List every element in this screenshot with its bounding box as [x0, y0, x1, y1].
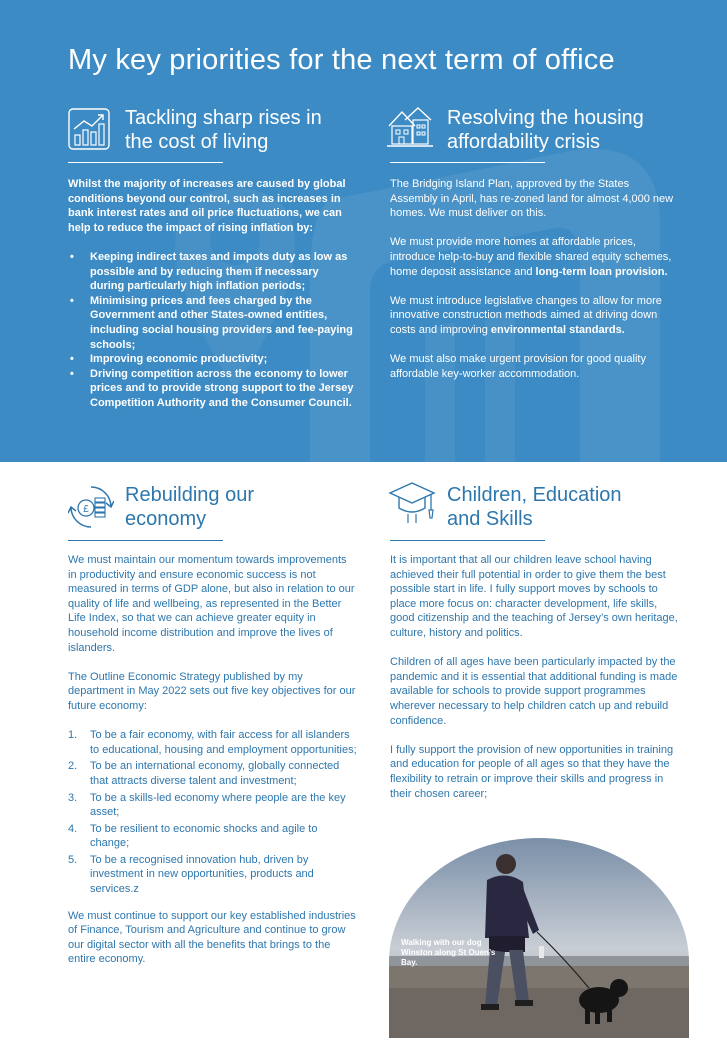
economy-heading-line1: Rebuilding our — [125, 484, 254, 506]
list-item — [68, 728, 358, 757]
housing-heading-line2: affordability crisis — [447, 131, 601, 153]
education-heading — [447, 483, 622, 531]
housing-body — [390, 177, 675, 396]
list-item: • Minimising prices and fees charged by the Government and other States-owned entities, including social housing providers and fee-paying schools; — [68, 294, 355, 352]
cost-of-living-heading — [125, 106, 322, 154]
housing-p2-text: We must provide more homes at affordable prices, introduce help-to-buy and flexible shared equity schemes, home deposit assistance and — [390, 236, 672, 278]
svg-text:£: £ — [83, 504, 89, 515]
item-text: To be a skills-led economy where people are the key asset; — [90, 791, 346, 819]
housing-heading — [447, 106, 644, 154]
list-item — [68, 853, 358, 897]
list-item — [68, 759, 358, 788]
item-number: 2. — [68, 760, 78, 773]
cost-heading-line2: the cost of living — [125, 131, 269, 153]
item-text: To be an international economy, globally connected that attracts diverse talent and investment; — [90, 760, 340, 787]
rising-bar-chart-icon — [68, 108, 110, 150]
economy-paragraph-2: The Outline Economic Strategy published by my department in May 2022 sets out five key objectives for our future economy: — [68, 670, 356, 712]
list-item — [68, 791, 358, 820]
housing-p3-bold: environmental standards. — [490, 323, 625, 336]
list-item: • Keeping indirect taxes and impots duty as low as possible and by reducing them if necessary during particularly high inflation periods; — [68, 250, 355, 294]
page-title: My key priorities for the next term of office — [68, 44, 615, 76]
top-banner — [0, 0, 727, 462]
economy-heading — [125, 483, 254, 531]
housing-divider — [390, 162, 545, 163]
housing-paragraph-1: The Bridging Island Plan, approved by the States Assembly in April, has re-zoned land for almost 4,000 new homes. We must deliver on this. — [390, 178, 674, 220]
item-number: 1. — [68, 729, 78, 742]
cost-intro: Whilst the majority of increases are caused by global conditions beyond our control, such as increases in bank interest rates and oil price fluctuations, we can help to reduce the impact of rising inflation by: — [68, 178, 346, 234]
cost-divider — [68, 162, 223, 163]
education-paragraph-3: I fully support the provision of new opportunities in training and education for people of all ages so that they have the flexibility to retrain or improve their skills and progress in their chosen career; — [390, 743, 674, 800]
item-number: 3. — [68, 791, 78, 804]
housing-p2-bold: long-term loan provision. — [535, 265, 668, 278]
housing-paragraph-2 — [390, 235, 675, 279]
coin-cycle-icon — [68, 484, 114, 530]
economy-paragraph-1: We must maintain our momentum towards improvements in productivity and ensure economic success is not measured in terms of GDP alone, but also in relation to our quality of life and wellbeing, as represented in the Better Life Index, so that we can achieve greater equity in household income distribution and improve the lives of islanders. — [68, 554, 355, 654]
graduation-cap-icon — [388, 480, 436, 524]
housing-heading-line1: Resolving the housing — [447, 107, 644, 129]
education-divider — [390, 540, 545, 541]
list-item: • Driving competition across the economy to lower prices and to provide strong support to the Jersey Competition Authority and the Consumer Council. — [68, 367, 355, 411]
economy-objectives-list — [68, 728, 358, 897]
education-heading-line2: and Skills — [447, 508, 533, 530]
item-text: To be resilient to economic shocks and agile to change; — [90, 822, 318, 850]
cost-heading-line1: Tackling sharp rises in — [125, 107, 322, 129]
item-text: To be a recognised innovation hub, driven by investment in new opportunities, products and services.z — [90, 853, 314, 896]
housing-p3-text: We must introduce legislative changes to allow for more innovative construction methods aimed at driving down costs and improving — [390, 294, 662, 336]
education-heading-line1: Children, Education — [447, 484, 622, 506]
education-paragraph-1: It is important that all our children leave school having achieved their full potential in order to give them the best possible start in life. I fully support moves by schools to place more focus on: character development, life skills, good citizenship and the teaching of Jersey’s own heritage, culture, history and politics. — [390, 554, 678, 639]
item-number: 4. — [68, 822, 78, 835]
education-body — [390, 553, 680, 816]
economy-divider — [68, 540, 223, 541]
housing-paragraph-3 — [390, 294, 675, 338]
list-item: • Improving economic productivity; — [68, 352, 355, 367]
item-text: To be a fair economy, with fair access for all islanders to educational, housing and employment opportunities; — [90, 729, 357, 756]
cost-body — [68, 177, 355, 411]
list-item — [68, 822, 358, 851]
cost-bullet-list — [68, 250, 355, 411]
item-number: 5. — [68, 853, 78, 866]
photo-caption: Walking with our dog Winston along St Ouen’s Bay. — [401, 938, 496, 967]
houses-icon — [387, 106, 433, 148]
housing-paragraph-4: We must also make urgent provision for good quality affordable key-worker accommodation. — [390, 353, 646, 380]
economy-body — [68, 553, 358, 982]
economy-heading-line2: economy — [125, 508, 207, 530]
education-paragraph-2: Children of all ages have been particularly impacted by the pandemic and it is essential that additional funding is made available for schools to provide support programmes wherever necessary to help children catch up and rebuild confidence. — [390, 656, 678, 727]
economy-paragraph-3: We must continue to support our key established industries of Finance, Tourism and Agriculture and continue to grow our digital sector with all the benefits that brings to the entire economy. — [68, 909, 356, 966]
